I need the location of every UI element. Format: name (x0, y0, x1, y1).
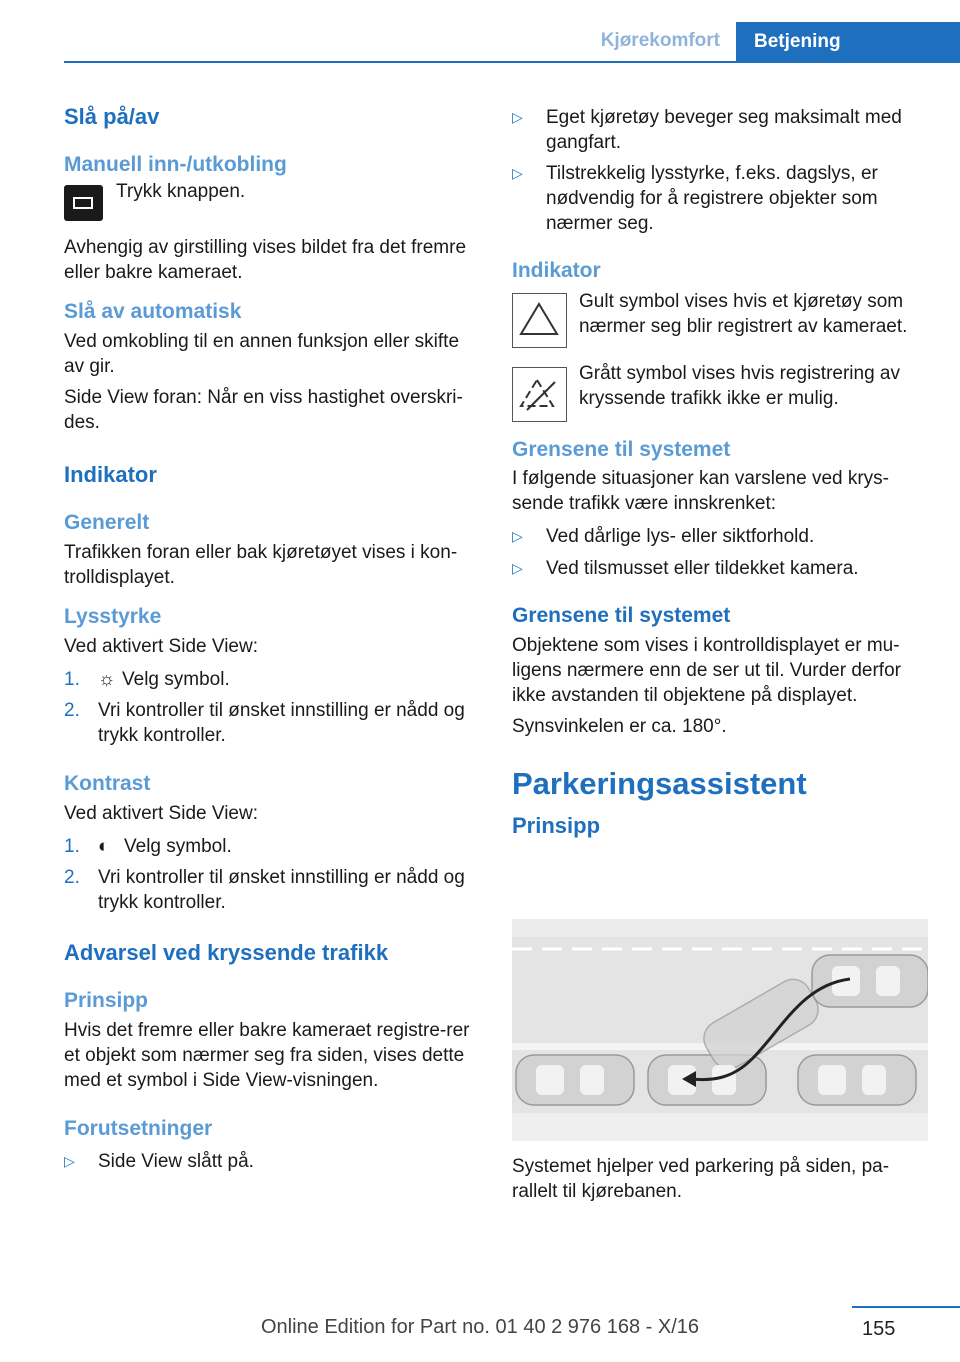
hvis-text: Hvis det fremre eller bakre kameraet registre‐rer et objekt som nærmer seg fra siden, vises dette med et symbol i Side View-visningen. (64, 1020, 470, 1091)
gratt-text: Grått symbol vises hvis registrering av kryssende trafikk ikke er mulig. (579, 363, 900, 409)
bullet-triangle-icon: ▷ (512, 528, 523, 544)
sun-icon: ☼ (98, 669, 116, 690)
heading-prinsipp-left: Prinsipp (64, 989, 149, 1012)
kontrast-intro: Ved aktivert Side View: (64, 803, 258, 824)
list-item (64, 834, 476, 859)
heading-parkeringsassistent: Parkeringsassistent (512, 766, 807, 801)
heading-indikator-right: Indikator (512, 259, 601, 282)
heading-forutsetninger: Forutsetninger (64, 1117, 213, 1140)
list-number: 2. (64, 700, 80, 721)
footer-edition: Online Edition for Part no. 01 40 2 976 168 - X/16 (260, 1316, 700, 1338)
gult-text: Gult symbol vises hvis et kjøretøy som nærmer seg blir registrert av kameraet. (579, 291, 908, 337)
omkobling-text: Ved omkobling til en annen funksjon eller skifte av gir. (64, 331, 460, 377)
list-number: 2. (64, 867, 80, 888)
list-number: 1. (64, 836, 80, 857)
heading-sla-pa-av: Slå på/av (64, 104, 160, 129)
list-text: Eget kjøretøy beveger seg maksimalt med gangfart. (546, 107, 902, 153)
side-view-foran-text: Side View foran: Når en viss hastighet overskri‐des. (64, 387, 463, 433)
header-section: Kjørekomfort (600, 30, 720, 51)
avhengig-text: Avhengig av girstilling vises bildet fra det fremre eller bakre kameraet. (64, 237, 467, 283)
heading-grensene-2: Grensene til systemet (512, 604, 731, 627)
objektene-text: Objektene som vises i kontrolldisplayet er mu‐ligens nærmere enn de ser ut til. Vurder derfor ikke avstanden til objektene på displayet. (512, 635, 901, 706)
list-item (64, 1149, 476, 1174)
synsvinkel-text: Synsvinkelen er ca. 180°. (512, 716, 727, 737)
page-number-rule (852, 1306, 960, 1308)
page-number: 155 (862, 1318, 896, 1340)
folgende-text: I følgende situasjoner kan varslene ved krys‐sende trafikk være innskrenket: (512, 468, 890, 514)
heading-generelt: Generelt (64, 511, 150, 534)
warning-crossed-icon (512, 367, 567, 422)
heading-sla-av-automatisk: Slå av automatisk (64, 300, 242, 323)
heading-grensene-1: Grensene til systemet (512, 438, 731, 461)
list-text: Side View slått på. (98, 1151, 254, 1172)
list-text: Velg symbol. (124, 836, 232, 857)
list-item (64, 865, 476, 915)
list-number: 1. (64, 669, 80, 690)
contrast-icon: ◐ (98, 836, 110, 857)
systemet-text: Systemet hjelper ved parkering på siden, pa‐rallelt til kjørebanen. (512, 1156, 890, 1202)
bullet-triangle-icon: ▷ (512, 109, 523, 125)
list-text: Velg symbol. (122, 669, 230, 690)
list-item (512, 524, 928, 549)
list-text: Ved dårlige lys- eller siktforhold. (546, 526, 815, 547)
bullet-triangle-icon: ▷ (512, 560, 523, 576)
warning-triangle-icon (512, 293, 567, 348)
list-item (64, 667, 476, 692)
list-item (512, 161, 928, 236)
heading-manuell: Manuell inn-/utkobling (64, 153, 287, 176)
list-text: Vri kontroller til ønsket innstilling er nådd og trykk kontroller. (98, 867, 465, 913)
bullet-triangle-icon: ▷ (512, 165, 523, 181)
heading-kontrast: Kontrast (64, 772, 151, 795)
header-tab: Betjening (736, 22, 960, 63)
list-item (512, 556, 928, 581)
list-text: Vri kontroller til ønsket innstilling er nådd og trykk kontroller. (98, 700, 465, 746)
heading-lysstyrke: Lysstyrke (64, 605, 162, 628)
list-text: Tilstrekkelig lysstyrke, f.eks. dagslys, er nødvendig for å registrere objekter som nærmer seg. (546, 163, 878, 234)
parking-illustration (512, 919, 928, 1141)
list-item (512, 105, 928, 155)
bullet-triangle-icon: ▷ (64, 1153, 75, 1169)
gult-row (512, 289, 928, 351)
button-row (64, 181, 476, 225)
list-item (64, 698, 476, 748)
gratt-row (512, 365, 928, 427)
lysstyrke-intro: Ved aktivert Side View: (64, 636, 258, 657)
heading-indikator: Indikator (64, 462, 157, 487)
trykk-text: Trykk knappen. (116, 181, 246, 202)
trafikken-text: Trafikken foran eller bak kjøretøyet vises i kon‐trolldisplayet. (64, 542, 458, 588)
heading-prinsipp-right: Prinsipp (512, 813, 601, 838)
right-column (512, 100, 928, 838)
camera-button-icon (64, 185, 103, 221)
list-text: Ved tilsmusset eller tildekket kamera. (546, 558, 859, 579)
header-rule (64, 61, 960, 63)
left-column (64, 100, 476, 1174)
heading-advarsel: Advarsel ved kryssende trafikk (64, 940, 389, 965)
